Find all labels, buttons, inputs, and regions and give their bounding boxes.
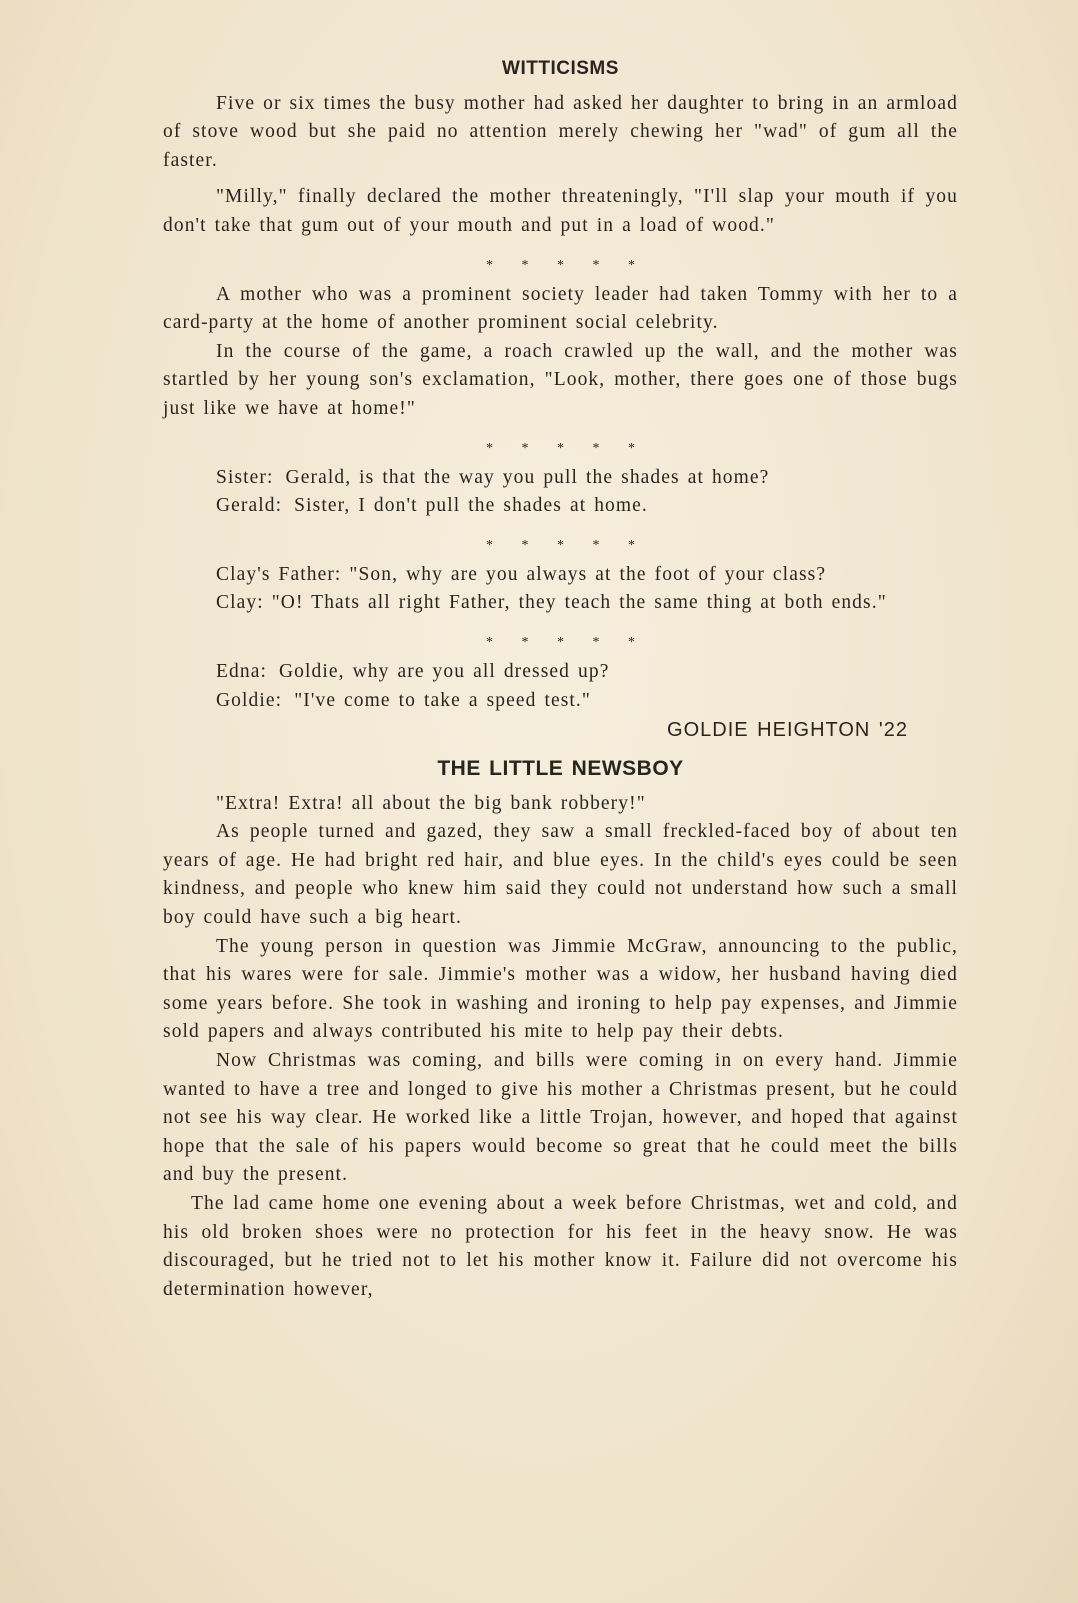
text-column	[163, 55, 958, 1304]
paragraph: Five or six times the busy mother had asked her daughter to bring in an armload of stove wood but she paid no attention merely chewing her "wad" of gum all the faster.	[163, 92, 958, 171]
dialogue-text: Goldie, why are you all dressed up?	[278, 660, 610, 682]
paragraph: As people turned and gazed, they saw a small freckled-faced boy of about ten years of age. He had bright red hair, and blue eyes. In the child's eyes could be seen kindness, and people who knew him said they could not understand how such a small boy could have such a big heart.	[163, 821, 958, 929]
dialogue-line: Clay: "O! Thats all right Father, they teach the same thing at both ends."	[216, 592, 887, 614]
paragraph: "Extra! Extra! all about the big bank robbery!"	[216, 792, 646, 814]
dialogue-text: Sister, I don't pull the shades at home.	[294, 495, 648, 517]
dialogue-line	[163, 658, 958, 687]
dialogue-line	[163, 687, 958, 716]
speaker-label: Gerald:	[216, 495, 283, 517]
dialogue-text: "I've come to take a speed test."	[294, 689, 591, 711]
paragraph: The young person in question was Jimmie McGraw, announcing to the public, that his wares were for sale. Jimmie's mother was a widow, her husband having died some years before. She took in washing and ironing to help pay expenses, and Jimmie sold papers and always contributed his mite to help pay their debts.	[163, 935, 958, 1043]
dialogue-line	[163, 464, 958, 493]
paragraph: The lad came home one evening about a week before Christmas, wet and cold, and his old broken shoes were no protection for his feet in the heavy snow. He was discouraged, but he tried not to let his mother know it. Failure did not overcome his determination however,	[163, 1193, 958, 1300]
paragraph: "Milly," finally declared the mother threateningly, "I'll slap your mouth if you don't take that gum out of your mouth and put in a load of wood."	[163, 186, 958, 236]
section-divider: * * * * *	[486, 440, 635, 456]
speaker-label: Edna:	[216, 660, 267, 682]
paragraph: In the course of the game, a roach crawled up the wall, and the mother was startled by her young son's exclamation, "Look, mother, there goes one of those bugs just like we have at home!"	[163, 340, 958, 419]
section-divider: * * * * *	[486, 257, 635, 273]
dialogue-line: Clay's Father: "Son, why are you always at the foot of your class?	[216, 563, 827, 585]
section-divider: * * * * *	[486, 537, 635, 553]
paragraph: A mother who was a prominent society leader had taken Tommy with her to a card-party at the home of another prominent social celebrity.	[163, 283, 958, 334]
speaker-label: Goldie:	[216, 689, 283, 711]
author-signature: GOLDIE HEIGHTON '22	[667, 719, 908, 742]
section-title-witticisms: WITTICISMS	[502, 58, 619, 79]
paragraph: Now Christmas was coming, and bills were coming in on every hand. Jimmie wanted to have a tree and longed to give his mother a Christmas present, but he could not see his way clear. He worked like a little Trojan, however, and hoped that against hope that the sale of his papers would become so great that he could meet the bills and buy the present.	[163, 1050, 958, 1186]
section-divider: * * * * *	[486, 634, 635, 650]
dialogue-line	[163, 492, 958, 521]
speaker-label: Sister:	[216, 466, 274, 488]
section-title-newsboy: THE LITTLE NEWSBOY	[437, 757, 684, 781]
dialogue-text: Gerald, is that the way you pull the shades at home?	[285, 466, 770, 488]
